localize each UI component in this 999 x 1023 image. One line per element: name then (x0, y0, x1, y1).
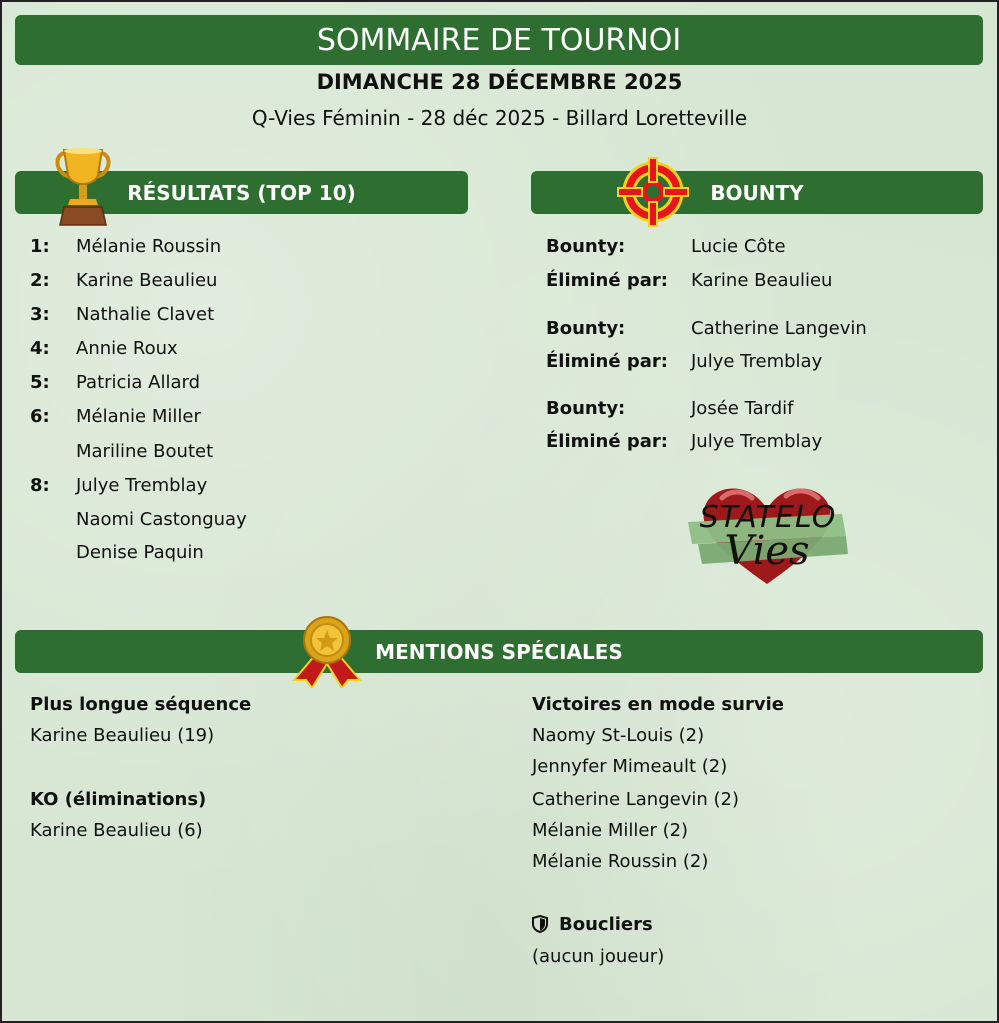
bounty-label: Bounty: (546, 398, 626, 419)
result-name: Annie Roux (76, 338, 178, 359)
trophy-icon (52, 147, 114, 229)
bounty-target: Catherine Langevin (691, 318, 867, 339)
shields-entry: (aucun joueur) (532, 946, 665, 967)
eliminated-by: Julye Tremblay (691, 351, 823, 372)
shields-title: Boucliers (559, 914, 653, 935)
eliminated-label: Éliminé par: (546, 351, 668, 372)
bounty-heading: BOUNTY (710, 180, 804, 205)
shield-icon (532, 915, 548, 933)
bounty-label: Bounty: (546, 236, 626, 257)
tournament-date: DIMANCHE 28 DÉCEMBRE 2025 (316, 70, 683, 94)
results-list (30, 236, 450, 576)
survival-entry: Jennyfer Mimeault (2) (532, 756, 728, 777)
result-rank: 5: (30, 372, 50, 393)
result-name: Nathalie Clavet (76, 304, 215, 325)
target-icon (616, 157, 690, 227)
result-name: Naomi Castonguay (76, 509, 247, 530)
heart-logo (682, 480, 852, 590)
mentions-heading: MENTIONS SPÉCIALES (375, 639, 623, 664)
page-title-text: SOMMAIRE DE TOURNOI (316, 22, 682, 58)
tournament-event: Q-Vies Féminin - 28 déc 2025 - Billard Loretteville (251, 106, 748, 130)
result-rank: 8: (30, 475, 50, 496)
ko-title: KO (éliminations) (30, 789, 207, 810)
result-rank: 1: (30, 236, 50, 257)
logo-line1: STATELO (699, 500, 837, 535)
longest-run-entry: Karine Beaulieu (19) (30, 725, 215, 746)
result-rank: 3: (30, 304, 50, 325)
survival-entry: Mélanie Miller (2) (532, 820, 689, 841)
bounty-target: Josée Tardif (691, 398, 794, 419)
mentions-header (15, 630, 983, 673)
results-heading: RÉSULTATS (TOP 10) (127, 180, 356, 205)
result-name: Karine Beaulieu (76, 270, 218, 291)
result-name: Denise Paquin (76, 542, 204, 563)
result-rank: 2: (30, 270, 50, 291)
result-name: Mélanie Miller (76, 406, 201, 427)
bounty-header (531, 171, 983, 214)
longest-run-title: Plus longue séquence (30, 694, 252, 715)
bounty-target: Lucie Côte (691, 236, 786, 257)
result-name: Patricia Allard (76, 372, 201, 393)
page-title (15, 15, 983, 65)
ko-entry: Karine Beaulieu (6) (30, 820, 203, 841)
result-rank: 4: (30, 338, 50, 359)
bounty-list (546, 236, 976, 466)
survival-title: Victoires en mode survie (532, 694, 784, 715)
result-name: Mariline Boutet (76, 441, 214, 462)
logo-line2: Vies (724, 528, 810, 574)
result-name: Julye Tremblay (76, 475, 208, 496)
eliminated-label: Éliminé par: (546, 431, 668, 452)
survival-entry: Catherine Langevin (2) (532, 789, 739, 810)
eliminated-label: Éliminé par: (546, 270, 668, 291)
result-rank: 6: (30, 406, 50, 427)
result-name: Mélanie Roussin (76, 236, 222, 257)
survival-entry: Naomy St-Louis (2) (532, 725, 705, 746)
eliminated-by: Karine Beaulieu (691, 270, 833, 291)
eliminated-by: Julye Tremblay (691, 431, 823, 452)
bounty-label: Bounty: (546, 318, 626, 339)
medal-icon (286, 614, 368, 688)
survival-entry: Mélanie Roussin (2) (532, 851, 709, 872)
